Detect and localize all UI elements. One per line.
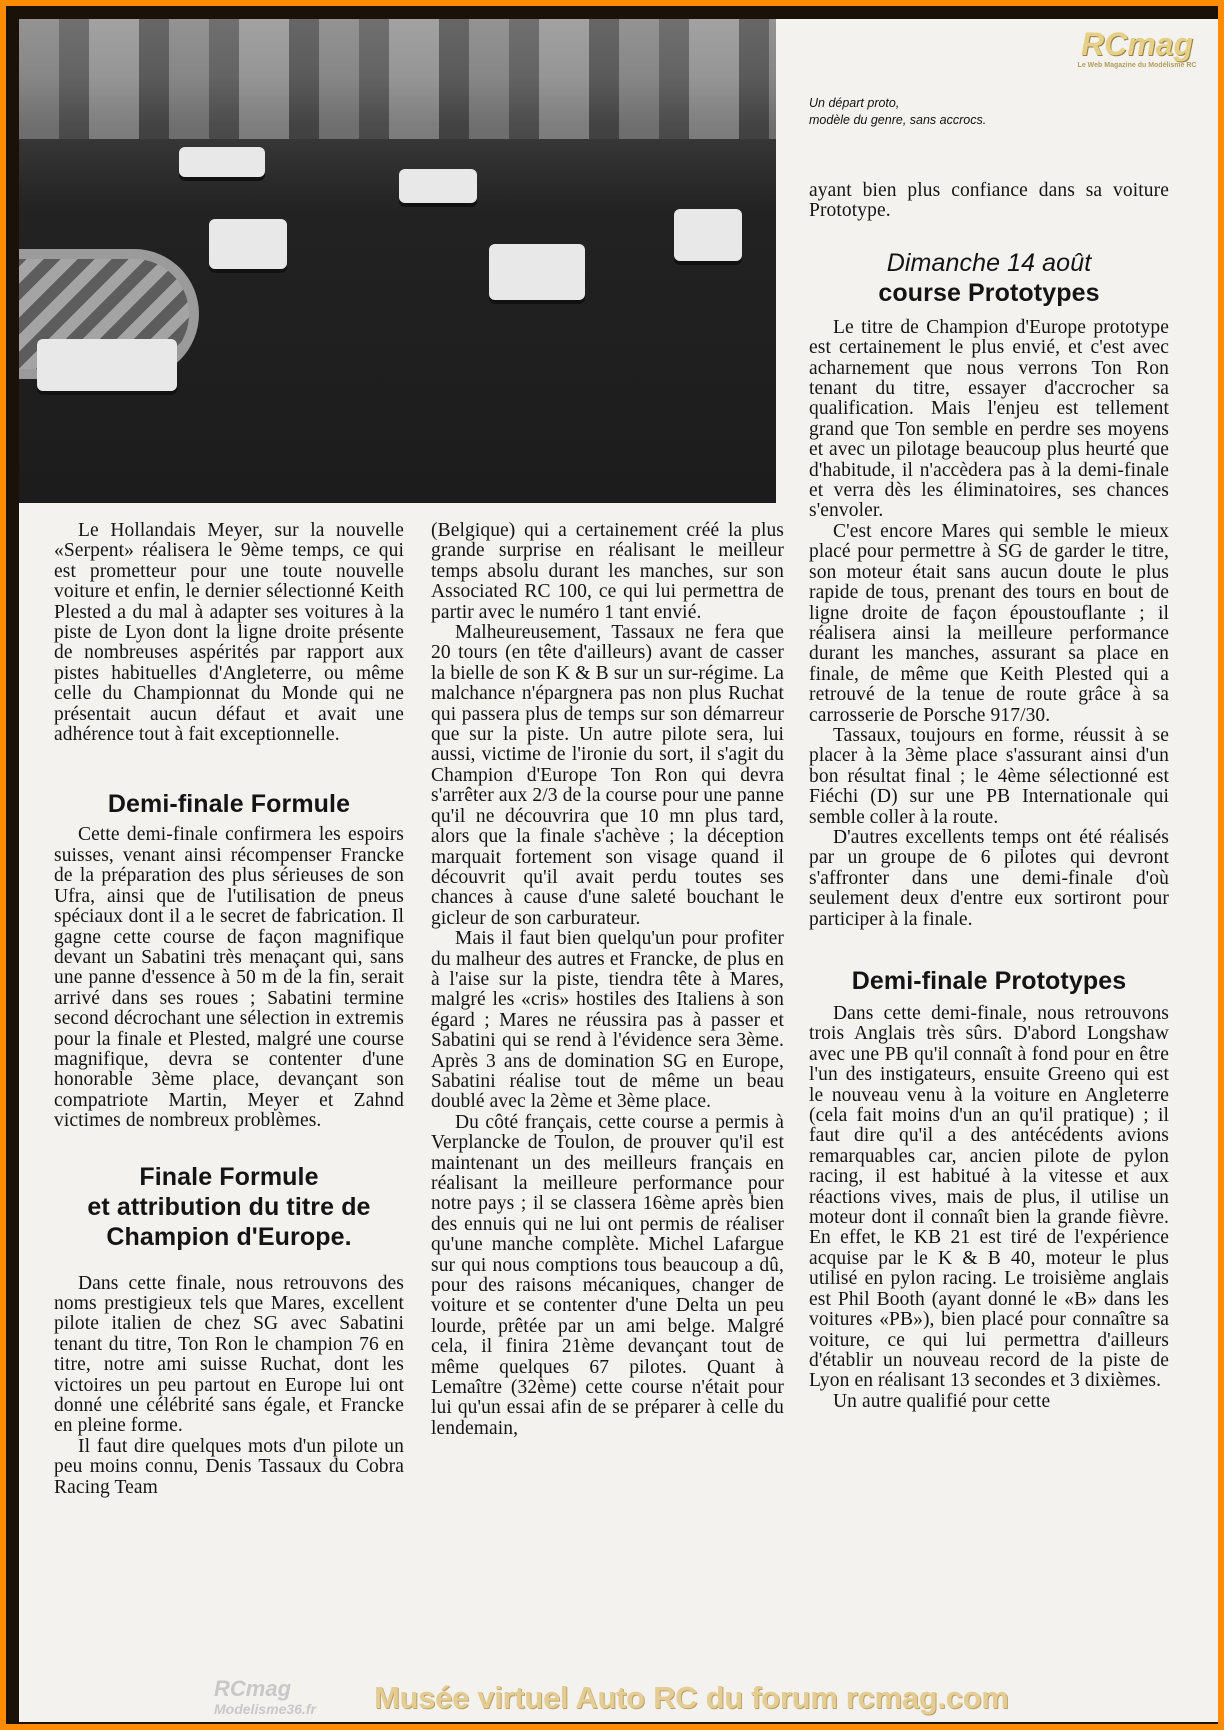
paragraph: Mais il faut bien quelqu'un pour profiter du malheur des autres et Francke, de plus en à l'aise sur la piste, tiendra tête à Mares, malgré les «cris» hostiles des Italiens à son égard ; Mares ne réussira pas à passer et Sabatini qui se rend à l'évidence sera 3ème. Après 3 ans de domination SG en Europe, Sabatini réalise tout de même un beau doublé avec la 2ème et 3ème place. xyxy=(431,928,784,1113)
paragraph: D'autres excellents temps ont été réalisés par un groupe de 6 pilotes qui devront s'affronter dans une demi-finale d'où seulement deux d'entre eux sortiront pour participer à la finale. xyxy=(809,826,1169,930)
watermark-logo-name: RCmag xyxy=(214,1676,292,1701)
heading-line: Champion d'Europe. xyxy=(106,1222,352,1251)
rc-car xyxy=(489,244,585,300)
rc-car xyxy=(399,169,477,203)
spectators xyxy=(19,19,776,139)
paragraph: Dans cette finale, nous retrouvons des noms prestigieux tels que Mares, excellent pilote italien de chez SG avec Sabatini tenant du titre, Ton Ron le champion 76 en titre, notre ami suisse Ruchat, dont les victoires un peu partout en Europe lui ont donné une célébrité sans égale, et Francke en pleine forme. xyxy=(54,1272,404,1437)
heading-line: et attribution du titre de xyxy=(87,1192,371,1221)
text-column-2 xyxy=(431,521,784,1439)
race-photo xyxy=(19,19,776,503)
paragraph: Malheureusement, Tassaux ne fera que 20 tours (en tête d'ailleurs) avant de casser la bielle de son K & B sur un sur-régime. La malchance n'épargnera pas non plus Ruchat qui passera plus de temps sur son démarreur que sur la piste. Un autre pilote sera, lui aussi, victime de l'ironie du sort, il s'agit du Champion d'Europe Ton Ron qui devra s'arrêter aux 2/3 de la course pour une panne qu'il ne découvrira que 10 mn plus tard, alors que la finale s'achève ; la déception marquait fortement son visage quand il découvrit qu'il avait perdu toutes ses chances à cause d'une saleté bouchant le gicleur de son carburateur. xyxy=(431,622,784,929)
rc-car xyxy=(37,339,177,391)
paragraph: Cette demi-finale confirmera les espoirs suisses, venant ainsi récompenser Francke de la préparation des plus sérieuses de son Ufra, ainsi que de l'utilisation de pneus spéciaux dont il a le secret de fabrication. Il gagne cette course de façon magnifique devant un Sabatini très menaçant qui, sans une panne d'essence à 50 m de la fin, serait arrivé dans ses roues ; Sabatini termine second décrochant une sélection in extremis pour la finale et Plested, malgré une course magnifique, devra se contenter d'une honorable 3ème place, devançant son compatriote Martin, Meyer et Zahnd victimes de nombreux problèmes. xyxy=(54,824,404,1132)
watermark xyxy=(19,1677,1218,1722)
heading-demi-finale-formule: Demi-finale Formule xyxy=(107,790,351,819)
paragraph: Tassaux, toujours en forme, réussit à se placer à la 3ème place s'assurant ainsi d'un bon résultat final ; le 4ème sélectionné est Fiéchi (D) sur une PB Internationale qui semble coller à la route. xyxy=(809,724,1169,828)
page-frame xyxy=(6,6,1218,1724)
paragraph: (Belgique) qui a certainement créé la plus grande surprise en réalisant le meilleur temps absolu durant les manches, sur son Associated RC 100, ce qui lui permettra de partir avec le numéro 1 tant envié. xyxy=(431,520,784,623)
rcmag-logo xyxy=(1067,27,1207,73)
paragraph: C'est encore Mares qui semble le mieux placé pour permettre à SG de garder le titre, son moteur était sans aucun doute le plus rapide de tous, prenant des tours en bout de ligne droite de façon époustouflante ; il réalisera ainsi la meilleure performance durant les manches, assurant sa place en finale, de même que Keith Plested qui a retrouvé de la tenue de route grâce à sa carrosserie de Porsche 917/30. xyxy=(809,520,1169,726)
paragraph: Du côté français, cette course a permis à Verplancke de Toulon, de prouver qu'il est maintenant un des meilleurs français en réalisant la meilleure performance pour notre pays ; il se classera 16ème après bien des ennuis qui ne lui ont permis de réaliser qu'une manche complète. Michel Lafargue sur qui nous comptions tous beaucoup a dû, pour des raisons mécaniques, changer de voiture et se contenter d'une Delta un peu lourde, prêtée par un ami belge. Malgré cela, il finira 21ème devançant tout de même quelques 67 pilotes. Quant à Lemaître (32ème) cette course n'était pour lui qu'un essai afin de se préparer à celle du lendemain, xyxy=(431,1111,784,1439)
caption-line-2: modèle du genre, sans accrocs. xyxy=(809,113,987,127)
caption-line-1: Un départ proto, xyxy=(809,96,900,110)
text-column-1 xyxy=(54,521,404,1498)
heading-line: Finale Formule xyxy=(139,1162,319,1191)
paragraph: Le titre de Champion d'Europe prototype est certainement le plus envié, et c'est avec acharnement que nous verrons Ton Ron tenant du titre, essayer d'accrocher sa qualification. Mais l'enjeu est tellement grand que Ton semble en perdre ses moyens et avec un pilotage beaucoup plus heurté que d'habitude, il n'accèdera pas à la demi-finale et verra dès les éliminatoires, ses chances s'envoler. xyxy=(809,316,1169,522)
heading-line: Dimanche 14 août xyxy=(886,248,1092,277)
rc-car xyxy=(209,219,287,269)
rc-car xyxy=(674,209,742,261)
logo-name: RCmag xyxy=(1080,26,1193,62)
watermark-logo-site: Modelisme36.fr xyxy=(214,1701,316,1717)
rc-car xyxy=(179,147,265,177)
paragraph: Dans cette demi-finale, nous retrouvons trois Anglais très sûrs. D'abord Longshaw avec une PB qu'il connaît à fond pour en être l'un des instigateurs, ensuite Greeno qui est le nouveau venu à la voiture en Angleterre (cela fait moins d'un an qu'il pratique) ; il faut dire qu'il a des antécédents avions remarquables car, ancien pilote de pylon racing, il est habitué à la vitesse et aux réactions vives, mais de plus, il utilise un moteur dont il connaît bien la grande fièvre. En effet, le KB 21 est tiré de l'expérience acquise par le K & B 40, moteur le plus utilisé en pylon racing. Le troisième anglais est Phil Booth (ayant donné le «B» dans les voitures «PB»), bien placé pour connaître sa voiture, ce qui lui permettra d'ailleurs d'établir un nouveau record de la piste de Lyon en réalisant 13 secondes et 3 dixièmes. xyxy=(809,1003,1169,1392)
watermark-logo xyxy=(214,1677,374,1721)
magazine-page xyxy=(19,19,1218,1722)
paragraph: ayant bien plus confiance dans sa voiture Prototype. xyxy=(809,180,1169,222)
paragraph: Le Hollandais Meyer, sur la nouvelle «Serpent» réalisera le 9ème temps, ce qui est prometteur pour une toute nouvelle voiture et enfin, le dernier sélectionné Keith Plested a du mal à adapter ses voitures à la piste de Lyon dont la ligne droite présente de nombreuses aspérités par rapport aux pistes habituelles d'Angleterre, ou même celle du Championnat du Monde qui ne présentait aucun défaut et avait une adhérence tout à fait exceptionnelle. xyxy=(54,520,404,746)
heading-finale-formule xyxy=(54,1162,404,1252)
logo-tagline: Le Web Magazine du Modélisme RC xyxy=(1077,62,1197,69)
paragraph: Un autre qualifié pour cette xyxy=(833,1390,1051,1412)
text-column-3 xyxy=(809,181,1169,1412)
heading-dimanche xyxy=(809,248,1169,308)
watermark-text: Musée virtuel Auto RC du forum rcmag.com xyxy=(374,1680,1009,1715)
heading-demi-finale-prototypes: Demi-finale Prototypes xyxy=(851,967,1127,995)
paragraph: Il faut dire quelques mots d'un pilote un peu moins connu, Denis Tassaux du Cobra Racing Team xyxy=(54,1435,404,1498)
photo-caption xyxy=(809,95,1069,129)
heading-line: course Prototypes xyxy=(878,278,1100,307)
